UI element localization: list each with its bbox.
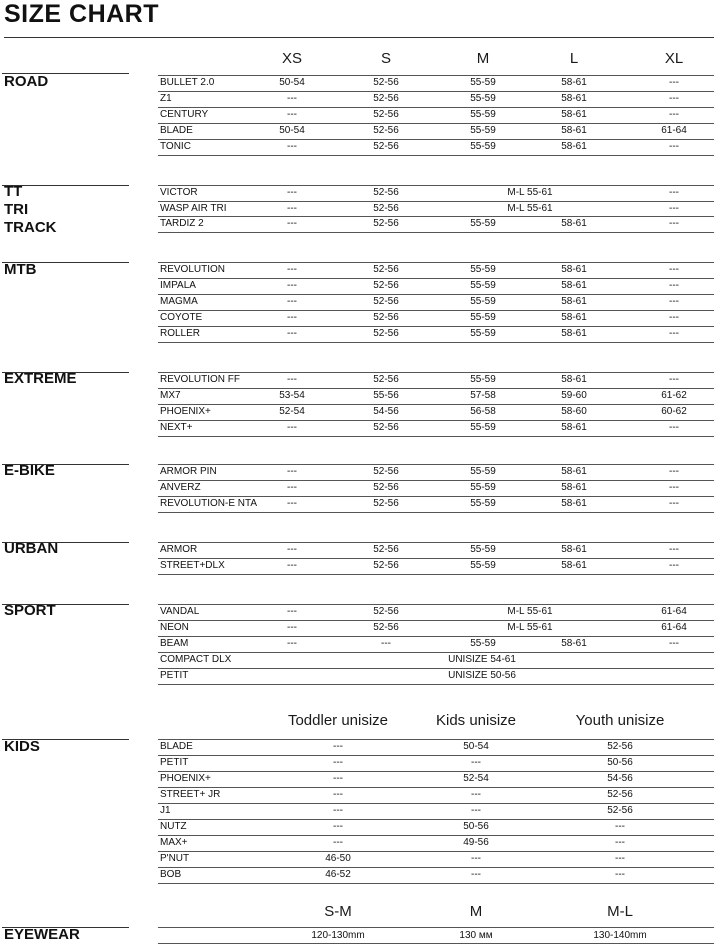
size-value: 52-56 [373, 264, 399, 275]
model-name: BLADE [160, 125, 193, 136]
table-row-divider [158, 464, 714, 465]
table-row-divider [158, 771, 714, 772]
size-value: --- [669, 280, 679, 291]
table-row-divider [158, 262, 714, 263]
size-value: --- [669, 466, 679, 477]
size-value: M-L 55-61 [507, 202, 553, 214]
table-row-divider [158, 232, 714, 233]
unisize-value: UNISIZE 54-61 [448, 654, 516, 665]
size-value: 58-61 [561, 466, 587, 477]
table-row-divider [158, 388, 714, 389]
size-value: 58-61 [561, 374, 587, 385]
size-value: 55-59 [470, 93, 496, 104]
table-row-divider [158, 91, 714, 92]
table-row-divider [158, 372, 714, 373]
size-value: --- [669, 202, 679, 214]
size-value: 50-54 [279, 125, 305, 136]
size-value: M-L 55-61 [507, 187, 553, 198]
unisize-value: UNISIZE 50-56 [448, 670, 516, 681]
size-value: 58-61 [561, 638, 587, 649]
model-name: PHOENIX+ [160, 773, 211, 784]
size-value: --- [287, 187, 297, 198]
page-title: SIZE CHART [4, 0, 159, 28]
size-value: --- [669, 422, 679, 433]
size-value: 52-56 [373, 77, 399, 88]
size-value: --- [615, 869, 625, 880]
table-row-divider [158, 558, 714, 559]
size-value: --- [287, 544, 297, 555]
category-label: KIDS [4, 738, 40, 755]
size-value: M-L 55-61 [507, 622, 553, 633]
table-row-divider [158, 404, 714, 405]
size-value: 52-56 [607, 741, 633, 752]
size-value: 55-59 [470, 264, 496, 275]
size-value: 52-54 [463, 773, 489, 784]
size-value: --- [287, 482, 297, 493]
size-value: 58-61 [561, 109, 587, 120]
size-value: --- [287, 606, 297, 617]
table-row-divider [158, 668, 714, 669]
table-row-divider [158, 75, 714, 76]
size-value: 50-56 [607, 757, 633, 768]
size-value: 52-56 [373, 482, 399, 493]
size-value: --- [287, 312, 297, 323]
size-value: M-L 55-61 [507, 606, 553, 617]
size-value: --- [669, 187, 679, 198]
table-row-divider [158, 739, 714, 740]
table-row-divider [158, 819, 714, 820]
table-row-divider [158, 652, 714, 653]
size-value: 55-56 [373, 390, 399, 401]
size-header: L [569, 50, 579, 67]
model-name: REVOLUTION [160, 264, 226, 275]
size-value: 55-59 [470, 218, 496, 230]
size-value: 55-59 [470, 312, 496, 323]
size-value: 55-59 [470, 280, 496, 291]
size-value: 52-56 [373, 422, 399, 433]
table-row-divider [158, 787, 714, 788]
size-value: 52-56 [373, 606, 399, 617]
table-row-divider [158, 107, 714, 108]
table-row-divider [158, 620, 714, 621]
size-value: --- [333, 837, 343, 848]
model-name: BOB [160, 869, 182, 880]
model-name: P'NUT [160, 853, 190, 864]
size-value: 46-52 [325, 869, 351, 880]
model-name: COYOTE [160, 312, 203, 323]
table-row-divider [158, 155, 714, 156]
model-name: ARMOR PIN [160, 466, 217, 477]
size-value: 52-56 [373, 374, 399, 385]
size-value: --- [333, 741, 343, 752]
category-label: EYEWEAR [4, 926, 80, 943]
size-value: 55-59 [470, 638, 496, 649]
size-value: 58-61 [561, 328, 587, 339]
size-value: 52-56 [607, 789, 633, 800]
size-value: 58-61 [561, 560, 587, 571]
size-value: 58-61 [561, 93, 587, 104]
size-value: --- [615, 837, 625, 848]
table-row-divider [158, 604, 714, 605]
title-divider [4, 37, 714, 38]
size-value: --- [333, 757, 343, 768]
size-value: 55-59 [470, 544, 496, 555]
size-value: 54-56 [373, 406, 399, 417]
size-value: 58-61 [561, 141, 587, 152]
size-value: 50-56 [463, 821, 489, 832]
table-row-divider [158, 123, 714, 124]
size-value: 52-56 [373, 280, 399, 291]
size-value: 58-60 [561, 406, 587, 417]
model-name: J1 [160, 805, 171, 816]
size-value: 50-54 [279, 77, 305, 88]
size-value: 58-61 [561, 218, 587, 230]
size-value: 52-56 [373, 544, 399, 555]
table-row-divider [158, 326, 714, 327]
size-value: 58-61 [561, 498, 587, 509]
table-row-divider [158, 867, 714, 868]
size-value: --- [669, 374, 679, 385]
size-header: S [380, 50, 392, 67]
category-label: URBAN [4, 540, 59, 557]
size-value: 52-56 [373, 560, 399, 571]
model-name: BULLET 2.0 [160, 77, 215, 88]
size-value: --- [471, 757, 481, 768]
size-value: 130 мм [459, 930, 493, 941]
table-row-divider [158, 927, 714, 928]
size-value: --- [287, 422, 297, 433]
size-value: 55-59 [470, 482, 496, 493]
size-value: 57-58 [470, 390, 496, 401]
model-name: NEXT+ [160, 422, 193, 433]
size-value: 54-56 [607, 773, 633, 784]
table-row-divider [158, 420, 714, 421]
size-value: --- [669, 482, 679, 493]
size-value: 60-62 [661, 406, 687, 417]
table-row-divider [158, 883, 714, 884]
model-name: VICTOR [160, 187, 198, 198]
model-name: NUTZ [160, 821, 187, 832]
table-row-divider [158, 342, 714, 343]
size-header: M [476, 50, 490, 67]
size-value: 58-61 [561, 77, 587, 88]
size-value: --- [669, 264, 679, 275]
size-value: --- [669, 560, 679, 571]
size-value: 58-61 [561, 296, 587, 307]
category-label: SPORT [4, 602, 56, 619]
model-name: COMPACT DLX [160, 654, 232, 665]
table-row-divider [158, 496, 714, 497]
size-value: 55-59 [470, 328, 496, 339]
size-value: --- [287, 280, 297, 291]
size-value: 58-61 [561, 264, 587, 275]
size-value: 55-59 [470, 374, 496, 385]
category-label: ROAD [4, 73, 49, 90]
model-name: PETIT [160, 670, 189, 681]
size-value: 58-61 [561, 422, 587, 433]
table-row-divider [158, 835, 714, 836]
table-row-divider [158, 294, 714, 295]
size-value: 58-61 [561, 280, 587, 291]
table-row-divider [158, 512, 714, 513]
size-value: 56-58 [470, 406, 496, 417]
table-row-divider [158, 310, 714, 311]
eyewear-size-header: S-M [324, 903, 352, 920]
table-row-divider [158, 636, 714, 637]
size-value: --- [287, 328, 297, 339]
size-value: --- [669, 218, 679, 230]
size-value: 55-59 [470, 560, 496, 571]
size-value: 120-130mm [311, 930, 365, 941]
size-value: 52-56 [373, 218, 399, 230]
category-label: TRACK [4, 219, 57, 236]
size-value: 52-56 [373, 125, 399, 136]
model-name: MAX+ [160, 837, 188, 848]
size-value: 52-54 [279, 406, 305, 417]
size-value: --- [287, 638, 297, 649]
table-row-divider [158, 480, 714, 481]
table-row-divider [158, 803, 714, 804]
model-name: PETIT [160, 757, 189, 768]
model-name: STREET+DLX [160, 560, 225, 571]
size-value: 52-56 [373, 187, 399, 198]
model-name: MX7 [160, 390, 181, 401]
size-value: --- [669, 638, 679, 649]
size-value: --- [287, 622, 297, 633]
size-value: 55-59 [470, 498, 496, 509]
table-row-divider [158, 542, 714, 543]
size-value: --- [287, 202, 297, 214]
size-value: 55-59 [470, 77, 496, 88]
size-value: 55-59 [470, 109, 496, 120]
size-value: 52-56 [373, 93, 399, 104]
table-row-divider [158, 201, 714, 202]
size-value: --- [669, 498, 679, 509]
size-value: 55-59 [470, 466, 496, 477]
size-value: --- [287, 141, 297, 152]
size-value: --- [287, 218, 297, 230]
table-row-divider [158, 755, 714, 756]
size-header: XL [664, 50, 684, 67]
size-value: 61-64 [661, 125, 687, 136]
size-value: --- [471, 805, 481, 816]
size-header: XS [281, 50, 303, 67]
model-name: STREET+ JR [160, 789, 221, 800]
size-value: --- [669, 312, 679, 323]
model-name: PHOENIX+ [160, 406, 211, 417]
eyewear-size-header: M [469, 903, 483, 920]
table-row-divider [158, 216, 714, 217]
size-value: --- [333, 805, 343, 816]
size-value: --- [669, 296, 679, 307]
size-value: --- [615, 853, 625, 864]
model-name: CENTURY [160, 109, 209, 120]
size-value: 55-59 [470, 125, 496, 136]
size-value: --- [471, 869, 481, 880]
kids-size-header: Toddler unisize [287, 712, 389, 729]
eyewear-size-header: M-L [607, 903, 633, 920]
size-value: 52-56 [607, 805, 633, 816]
model-name: TARDIZ 2 [160, 218, 204, 230]
model-name: REVOLUTION-E NTA [160, 498, 258, 509]
size-value: --- [669, 77, 679, 88]
category-label: TT [4, 183, 23, 200]
category-label: EXTREME [4, 370, 77, 387]
table-row-divider [158, 943, 714, 944]
size-value: --- [669, 328, 679, 339]
size-value: 46-50 [325, 853, 351, 864]
size-value: --- [381, 638, 391, 649]
size-value: 53-54 [279, 390, 305, 401]
size-value: --- [333, 789, 343, 800]
model-name: WASP AIR TRI [160, 202, 227, 214]
size-value: 55-59 [470, 422, 496, 433]
size-value: --- [333, 773, 343, 784]
category-label: TRI [4, 201, 29, 218]
model-name: NEON [160, 622, 189, 633]
size-value: 59-60 [561, 390, 587, 401]
size-value: 50-54 [463, 741, 489, 752]
size-value: 52-56 [373, 141, 399, 152]
size-value: --- [333, 821, 343, 832]
size-value: --- [471, 789, 481, 800]
size-value: --- [669, 544, 679, 555]
model-name: ANVERZ [160, 482, 201, 493]
size-value: 52-56 [373, 622, 399, 633]
size-value: --- [669, 93, 679, 104]
model-name: VANDAL [160, 606, 200, 617]
model-name: ROLLER [160, 328, 201, 339]
table-row-divider [158, 851, 714, 852]
size-value: --- [669, 109, 679, 120]
table-row-divider [158, 574, 714, 575]
size-value: 55-59 [470, 296, 496, 307]
model-name: MAGMA [160, 296, 198, 307]
size-value: --- [471, 853, 481, 864]
category-label: E-BIKE [4, 462, 55, 479]
size-value: 52-56 [373, 328, 399, 339]
size-value: 61-62 [661, 390, 687, 401]
size-value: 52-56 [373, 109, 399, 120]
kids-size-header: Kids unisize [435, 712, 517, 729]
size-value: 58-61 [561, 544, 587, 555]
model-name: ARMOR [160, 544, 198, 555]
size-value: 55-59 [470, 141, 496, 152]
category-label: MTB [4, 261, 37, 278]
model-name: REVOLUTION FF [160, 374, 241, 385]
size-value: 61-64 [661, 622, 687, 633]
size-value: --- [287, 93, 297, 104]
model-name: IMPALA [160, 280, 196, 291]
model-name: Z1 [160, 93, 172, 104]
size-value: --- [669, 141, 679, 152]
table-row-divider [158, 185, 714, 186]
size-value: 58-61 [561, 482, 587, 493]
size-value: 52-56 [373, 202, 399, 214]
table-row-divider [158, 436, 714, 437]
size-value: --- [287, 296, 297, 307]
model-name: TONIC [160, 141, 191, 152]
kids-size-header: Youth unisize [575, 712, 665, 729]
table-row-divider [158, 278, 714, 279]
size-value: --- [287, 374, 297, 385]
size-value: --- [615, 821, 625, 832]
size-value: --- [287, 466, 297, 477]
size-value: 52-56 [373, 466, 399, 477]
size-value: --- [287, 560, 297, 571]
table-row-divider [158, 684, 714, 685]
table-row-divider [158, 139, 714, 140]
size-value: 130-140mm [593, 930, 647, 941]
size-value: 52-56 [373, 498, 399, 509]
size-value: 52-56 [373, 296, 399, 307]
size-value: --- [287, 109, 297, 120]
size-value: 61-64 [661, 606, 687, 617]
model-name: BEAM [160, 638, 189, 649]
size-value: 52-56 [373, 312, 399, 323]
size-value: 58-61 [561, 125, 587, 136]
size-value: 58-61 [561, 312, 587, 323]
size-value: --- [287, 498, 297, 509]
model-name: BLADE [160, 741, 193, 752]
size-value: 49-56 [463, 837, 489, 848]
size-value: --- [287, 264, 297, 275]
